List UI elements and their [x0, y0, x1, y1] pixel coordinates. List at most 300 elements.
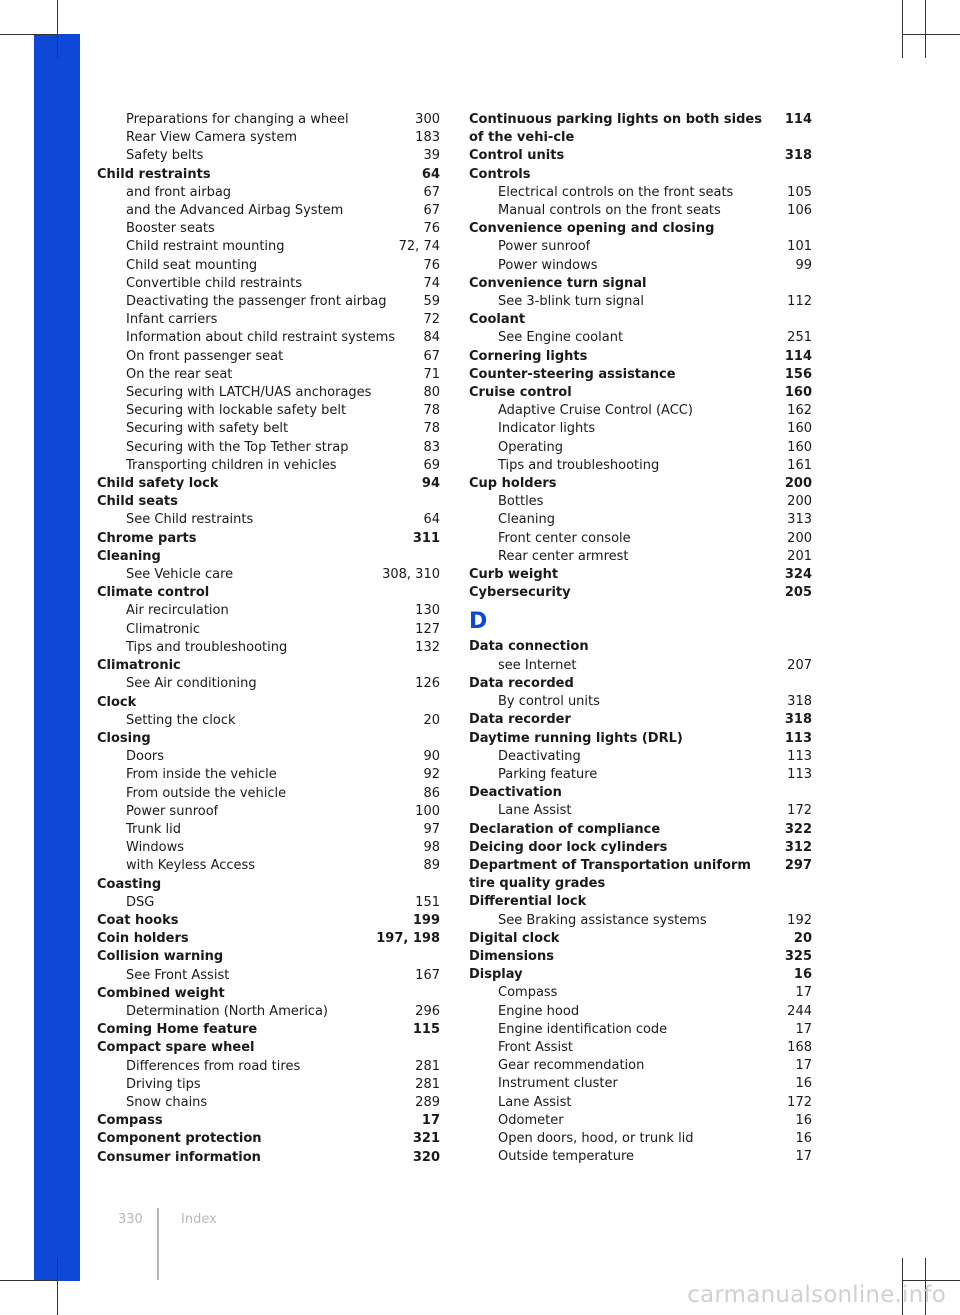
index-entry — [97, 948, 440, 966]
page-reference: 84 — [423, 330, 440, 346]
entry-label: Collision warning — [97, 949, 224, 965]
index-entry — [469, 566, 812, 584]
index-entry — [97, 730, 440, 748]
entry-label: Manual controls on the front seats — [498, 203, 721, 219]
index-entry — [97, 493, 440, 511]
entry-label: Setting the clock — [126, 712, 236, 728]
page-reference: 16 — [793, 967, 812, 983]
entry-label: and the Advanced Airbag System — [126, 203, 344, 219]
index-subentry — [469, 984, 812, 1002]
page-reference: 281 — [415, 1076, 440, 1092]
entry-label: Deicing door lock cylinders — [469, 839, 668, 855]
crop-mark — [57, 1258, 58, 1315]
page-reference: 183 — [415, 130, 440, 146]
entry-label: Snow chains — [126, 1094, 208, 1110]
page-reference: 101 — [787, 239, 812, 255]
entry-label: Transporting children in vehicles — [126, 457, 337, 473]
index-subentry — [97, 257, 440, 275]
page-number: 330 — [118, 1212, 143, 1227]
entry-label: with Keyless Access — [126, 858, 256, 874]
entry-label: Curb weight — [469, 567, 559, 583]
page-reference: 200 — [787, 494, 812, 510]
page-reference: 20 — [423, 712, 440, 728]
crop-mark — [0, 1280, 58, 1281]
entry-label: Securing with LATCH/UAS anchorages — [126, 385, 372, 401]
entry-label: Odometer — [498, 1112, 564, 1128]
index-entry — [469, 948, 812, 966]
index-section-d — [469, 638, 812, 1166]
watermark: carmanualsonline.info — [687, 1282, 946, 1308]
index-subentry — [469, 457, 812, 475]
index-entry — [97, 1130, 440, 1148]
page-reference: 156 — [784, 366, 812, 382]
page-reference: 132 — [415, 639, 440, 655]
index-entry — [469, 348, 812, 366]
page-reference: 113 — [784, 730, 812, 746]
index-entry — [97, 930, 440, 948]
index-subentry — [97, 184, 440, 202]
page-reference: 83 — [423, 439, 440, 455]
entry-label: Parking feature — [498, 766, 598, 782]
index-subentry — [469, 293, 812, 311]
entry-label: DSG — [126, 894, 155, 910]
index-column-right — [469, 111, 812, 1166]
index-subentry — [469, 202, 812, 220]
index-entry — [469, 220, 812, 238]
index-entry — [469, 311, 812, 329]
entry-label: Child seats — [97, 494, 178, 510]
entry-label: Booster seats — [126, 221, 215, 237]
entry-label: Compass — [97, 1113, 163, 1129]
blue-margin-bar — [34, 34, 80, 1281]
entry-label: See Vehicle care — [126, 567, 234, 583]
page-reference: 312 — [784, 839, 812, 855]
entry-label: Deactivating — [498, 748, 581, 764]
entry-label: Declaration of compliance — [469, 821, 661, 837]
crop-mark — [925, 0, 926, 58]
footer-divider — [157, 1208, 159, 1280]
entry-label: Coolant — [469, 312, 526, 328]
entry-label: Cleaning — [498, 512, 555, 528]
index-subentry — [469, 329, 812, 347]
index-entry — [469, 147, 812, 165]
page-reference: 160 — [787, 421, 812, 437]
entry-label: Securing with lockable safety belt — [126, 403, 347, 419]
page-reference: 98 — [423, 840, 440, 856]
entry-label: Determination (North America) — [126, 1003, 328, 1019]
entry-label: see Internet — [498, 657, 577, 673]
index-subentry — [97, 457, 440, 475]
entry-label: Combined weight — [97, 985, 225, 1001]
page-reference: 78 — [423, 421, 440, 437]
page-reference: 71 — [423, 366, 440, 382]
index-entry — [469, 821, 812, 839]
entry-label: Coat hooks — [97, 912, 179, 928]
index-subentry — [469, 1021, 812, 1039]
page-reference: 244 — [787, 1003, 812, 1019]
entry-label: Compass — [498, 985, 558, 1001]
entry-label: Convertible child restraints — [126, 275, 302, 291]
page-reference: 322 — [784, 821, 812, 837]
index-subentry — [469, 548, 812, 566]
crop-mark — [0, 34, 58, 35]
entry-label: Securing with the Top Tether strap — [126, 439, 349, 455]
entry-label: Cybersecurity — [469, 585, 571, 601]
index-subentry — [97, 1058, 440, 1076]
index-subentry — [97, 311, 440, 329]
entry-label: See Front Assist — [126, 967, 230, 983]
page-reference: 297 — [784, 857, 812, 873]
page-section-title: Index — [181, 1212, 217, 1227]
entry-label: Cruise control — [469, 385, 572, 401]
entry-label: Adaptive Cruise Control (ACC) — [498, 403, 693, 419]
index-subentry — [97, 621, 440, 639]
entry-label: Control units — [469, 148, 565, 164]
index-subentry — [469, 184, 812, 202]
crop-mark — [57, 0, 58, 58]
index-subentry — [469, 748, 812, 766]
index-subentry — [469, 1112, 812, 1130]
index-subentry — [97, 675, 440, 693]
index-subentry — [97, 748, 440, 766]
entry-label: By control units — [498, 694, 600, 710]
page-reference: 126 — [415, 676, 440, 692]
index-subentry — [469, 511, 812, 529]
page-reference: 16 — [795, 1130, 812, 1146]
page-reference: 94 — [421, 476, 440, 492]
index-entry — [469, 784, 812, 802]
entry-label: See Braking assistance systems — [498, 912, 707, 928]
index-subentry — [97, 439, 440, 457]
page-reference: 114 — [784, 112, 812, 127]
entry-label: Dimensions — [469, 948, 554, 964]
entry-label: See 3-blink turn signal — [498, 294, 644, 310]
entry-label: Trunk lid — [126, 821, 181, 837]
index-subentry — [469, 1094, 812, 1112]
index-entry — [97, 166, 440, 184]
index-subentry — [469, 439, 812, 457]
page-reference: 86 — [423, 785, 440, 801]
entry-label: Convenience opening and closing — [469, 221, 715, 237]
index-subentry — [469, 1003, 812, 1021]
page-reference: 69 — [423, 457, 440, 473]
entry-label: Information about child restraint systems — [126, 330, 396, 346]
page-reference: 199 — [412, 912, 440, 928]
index-entry — [469, 584, 812, 602]
page-reference: 17 — [795, 1058, 812, 1074]
index-entry — [469, 366, 812, 384]
entry-label: Compact spare wheel — [97, 1040, 255, 1056]
index-entry — [97, 584, 440, 602]
page-reference: 167 — [415, 967, 440, 983]
page-reference: 72, 74 — [398, 239, 440, 255]
index-subentry — [469, 493, 812, 511]
index-subentry — [97, 967, 440, 985]
index-subentry — [97, 402, 440, 420]
page-reference: 89 — [423, 858, 440, 874]
index-subentry — [97, 639, 440, 657]
page-reference: 16 — [795, 1076, 812, 1092]
section-letter-d: D — [469, 609, 488, 635]
index-subentry — [97, 420, 440, 438]
page-reference: 318 — [784, 148, 812, 164]
index-entry — [469, 893, 812, 911]
index-subentry — [97, 839, 440, 857]
entry-label: Counter-steering assistance — [469, 366, 676, 382]
entry-label: Convenience turn signal — [469, 275, 647, 291]
entry-label: See Child restraints — [126, 512, 254, 528]
entry-label: Instrument cluster — [498, 1076, 618, 1092]
index-subentry — [97, 366, 440, 384]
index-subentry — [97, 821, 440, 839]
page-reference: 151 — [415, 894, 440, 910]
index-subentry — [97, 857, 440, 875]
crop-mark — [902, 0, 903, 58]
index-entry — [97, 1112, 440, 1130]
index-entry — [97, 912, 440, 930]
index-entry — [469, 839, 812, 857]
index-subentry — [469, 1039, 812, 1057]
entry-label: Operating — [498, 439, 563, 455]
entry-label: Data recorded — [469, 675, 574, 691]
page-reference: 16 — [795, 1112, 812, 1128]
index-entry — [469, 730, 812, 748]
index-entry — [469, 475, 812, 493]
index-subentry — [97, 275, 440, 293]
index-entry — [97, 475, 440, 493]
page-reference: 20 — [793, 930, 812, 946]
page-reference: 168 — [787, 1039, 812, 1055]
index-subentry — [469, 912, 812, 930]
page-reference: 207 — [787, 657, 812, 673]
entry-label: Open doors, hood, or trunk lid — [498, 1130, 694, 1146]
index-entry — [469, 638, 812, 656]
page-reference: 97 — [423, 821, 440, 837]
entry-label: and front airbag — [126, 184, 232, 200]
index-entry — [469, 711, 812, 729]
entry-label: Securing with safety belt — [126, 421, 289, 437]
index-entry — [469, 675, 812, 693]
page-reference: 162 — [787, 403, 812, 419]
page-reference: 320 — [412, 1149, 440, 1165]
entry-label: Preparations for changing a wheel — [126, 112, 349, 127]
entry-label: From inside the vehicle — [126, 767, 277, 783]
page-reference: 78 — [423, 403, 440, 419]
page-reference: 17 — [795, 985, 812, 1001]
entry-label: Display — [469, 967, 523, 983]
entry-label: Clock — [97, 694, 137, 710]
page-reference: 127 — [415, 621, 440, 637]
page-reference: 92 — [423, 767, 440, 783]
page-reference: 308, 310 — [382, 567, 440, 583]
page-reference: 39 — [423, 148, 440, 164]
index-subentry — [97, 238, 440, 256]
page-reference: 59 — [423, 294, 440, 310]
entry-label: Continuous parking lights on both sides of the vehi-cle — [469, 112, 762, 146]
entry-label: Tips and troubleshooting — [126, 639, 288, 655]
page-reference: 72 — [423, 312, 440, 328]
page-reference: 160 — [787, 439, 812, 455]
index-subentry — [469, 693, 812, 711]
entry-label: Component protection — [97, 1131, 262, 1147]
entry-label: Power windows — [498, 257, 598, 273]
index-entry — [97, 985, 440, 1003]
index-subentry — [97, 329, 440, 347]
entry-label: Cup holders — [469, 476, 557, 492]
entry-label: Coming Home feature — [97, 1022, 258, 1038]
page-reference: 106 — [787, 203, 812, 219]
entry-label: Rear center armrest — [498, 548, 629, 564]
page-reference: 251 — [787, 330, 812, 346]
index-subentry — [97, 111, 440, 129]
page-reference: 17 — [421, 1113, 440, 1129]
index-subentry — [97, 202, 440, 220]
page-reference: 99 — [795, 257, 812, 273]
index-subentry — [469, 1130, 812, 1148]
index-subentry — [97, 566, 440, 584]
entry-label: Bottles — [498, 494, 544, 510]
index-subentry — [97, 894, 440, 912]
index-subentry — [469, 1057, 812, 1075]
entry-label: Climatronic — [97, 658, 181, 674]
entry-label: Coin holders — [97, 931, 189, 947]
index-entry — [469, 857, 812, 893]
index-subentry — [97, 1076, 440, 1094]
index-entry — [469, 966, 812, 984]
entry-label: Outside temperature — [498, 1149, 635, 1165]
entry-label: See Air conditioning — [126, 676, 257, 692]
page-reference: 325 — [784, 948, 812, 964]
index-subentry — [97, 220, 440, 238]
index-subentry — [97, 766, 440, 784]
page-reference: 201 — [787, 548, 812, 564]
entry-label: Child restraints — [97, 166, 211, 182]
page-reference: 67 — [423, 203, 440, 219]
index-section-c — [469, 111, 812, 602]
index-entry — [469, 930, 812, 948]
entry-label: Department of Transportation uniform tire quality grades — [469, 857, 751, 892]
page-reference: 115 — [412, 1022, 440, 1038]
entry-label: Indicator lights — [498, 421, 596, 437]
entry-label: Safety belts — [126, 148, 204, 164]
page-reference: 197, 198 — [376, 931, 440, 947]
index-subentry — [469, 1148, 812, 1166]
index-subentry — [97, 384, 440, 402]
index-entry — [97, 1149, 440, 1167]
page-reference: 64 — [421, 166, 440, 182]
index-subentry — [469, 657, 812, 675]
page-reference: 192 — [787, 912, 812, 928]
page-reference: 17 — [795, 1021, 812, 1037]
index-subentry — [469, 766, 812, 784]
page-reference: 200 — [787, 530, 812, 546]
entry-label: Engine hood — [498, 1003, 580, 1019]
page-reference: 67 — [423, 348, 440, 364]
index-entry — [97, 1021, 440, 1039]
page-reference: 80 — [423, 385, 440, 401]
page-reference: 318 — [784, 712, 812, 728]
page-reference: 296 — [415, 1003, 440, 1019]
index-entry — [97, 657, 440, 675]
page-reference: 74 — [423, 275, 440, 291]
page-reference: 161 — [787, 457, 812, 473]
page-reference: 289 — [415, 1094, 440, 1110]
page-reference: 313 — [787, 512, 812, 528]
page-reference: 113 — [787, 766, 812, 782]
index-subentry — [97, 147, 440, 165]
index-subentry — [97, 293, 440, 311]
entry-label: Front Assist — [498, 1039, 573, 1055]
entry-label: Power sunroof — [498, 239, 591, 255]
entry-label: Chrome parts — [97, 530, 197, 546]
entry-label: Daytime running lights (DRL) — [469, 730, 683, 746]
entry-label: On front passenger seat — [126, 348, 284, 364]
entry-label: Driving tips — [126, 1076, 201, 1092]
entry-label: Engine identification code — [498, 1021, 668, 1037]
page-reference: 172 — [787, 803, 812, 819]
entry-label: Controls — [469, 166, 531, 182]
entry-label: Windows — [126, 840, 185, 856]
entry-label: Air recirculation — [126, 603, 229, 619]
entry-label: Data connection — [469, 639, 589, 655]
crop-mark — [902, 1280, 960, 1281]
page-reference: 114 — [784, 348, 812, 364]
entry-label: Gear recommendation — [498, 1058, 645, 1074]
index-entry — [469, 166, 812, 184]
entry-label: Deactivating the passenger front airbag — [126, 294, 387, 310]
index-subentry — [469, 257, 812, 275]
index-subentry — [469, 402, 812, 420]
entry-label: Coasting — [97, 876, 162, 892]
index-subentry — [97, 602, 440, 620]
index-subentry — [469, 1075, 812, 1093]
entry-label: Data recorder — [469, 712, 571, 728]
page-reference: 281 — [415, 1058, 440, 1074]
entry-label: Electrical controls on the front seats — [498, 184, 734, 200]
entry-label: Lane Assist — [498, 1094, 572, 1110]
entry-label: Cleaning — [97, 548, 161, 564]
page-reference: 311 — [412, 530, 440, 546]
page-reference: 64 — [423, 512, 440, 528]
page-reference: 324 — [784, 567, 812, 583]
index-subentry — [97, 712, 440, 730]
entry-label: Child safety lock — [97, 476, 219, 492]
index-entry — [469, 111, 812, 147]
index-subentry — [97, 511, 440, 529]
entry-label: Lane Assist — [498, 803, 572, 819]
index-entry — [97, 530, 440, 548]
entry-label: Deactivation — [469, 785, 562, 801]
index-entry — [97, 694, 440, 712]
page-reference: 160 — [784, 385, 812, 401]
entry-label: Digital clock — [469, 930, 560, 946]
index-subentry — [97, 803, 440, 821]
index-subentry — [469, 238, 812, 256]
index-subentry — [97, 348, 440, 366]
page-reference: 200 — [784, 476, 812, 492]
entry-label: Climate control — [97, 585, 210, 601]
entry-label: Child restraint mounting — [126, 239, 285, 255]
index-subentry — [97, 785, 440, 803]
index-subentry — [97, 1094, 440, 1112]
entry-label: Cornering lights — [469, 348, 588, 364]
index-entry — [97, 876, 440, 894]
page-reference: 172 — [787, 1094, 812, 1110]
entry-label: Tips and troubleshooting — [498, 457, 660, 473]
entry-label: On the rear seat — [126, 366, 233, 382]
index-subentry — [97, 1003, 440, 1021]
entry-label: Doors — [126, 749, 165, 765]
